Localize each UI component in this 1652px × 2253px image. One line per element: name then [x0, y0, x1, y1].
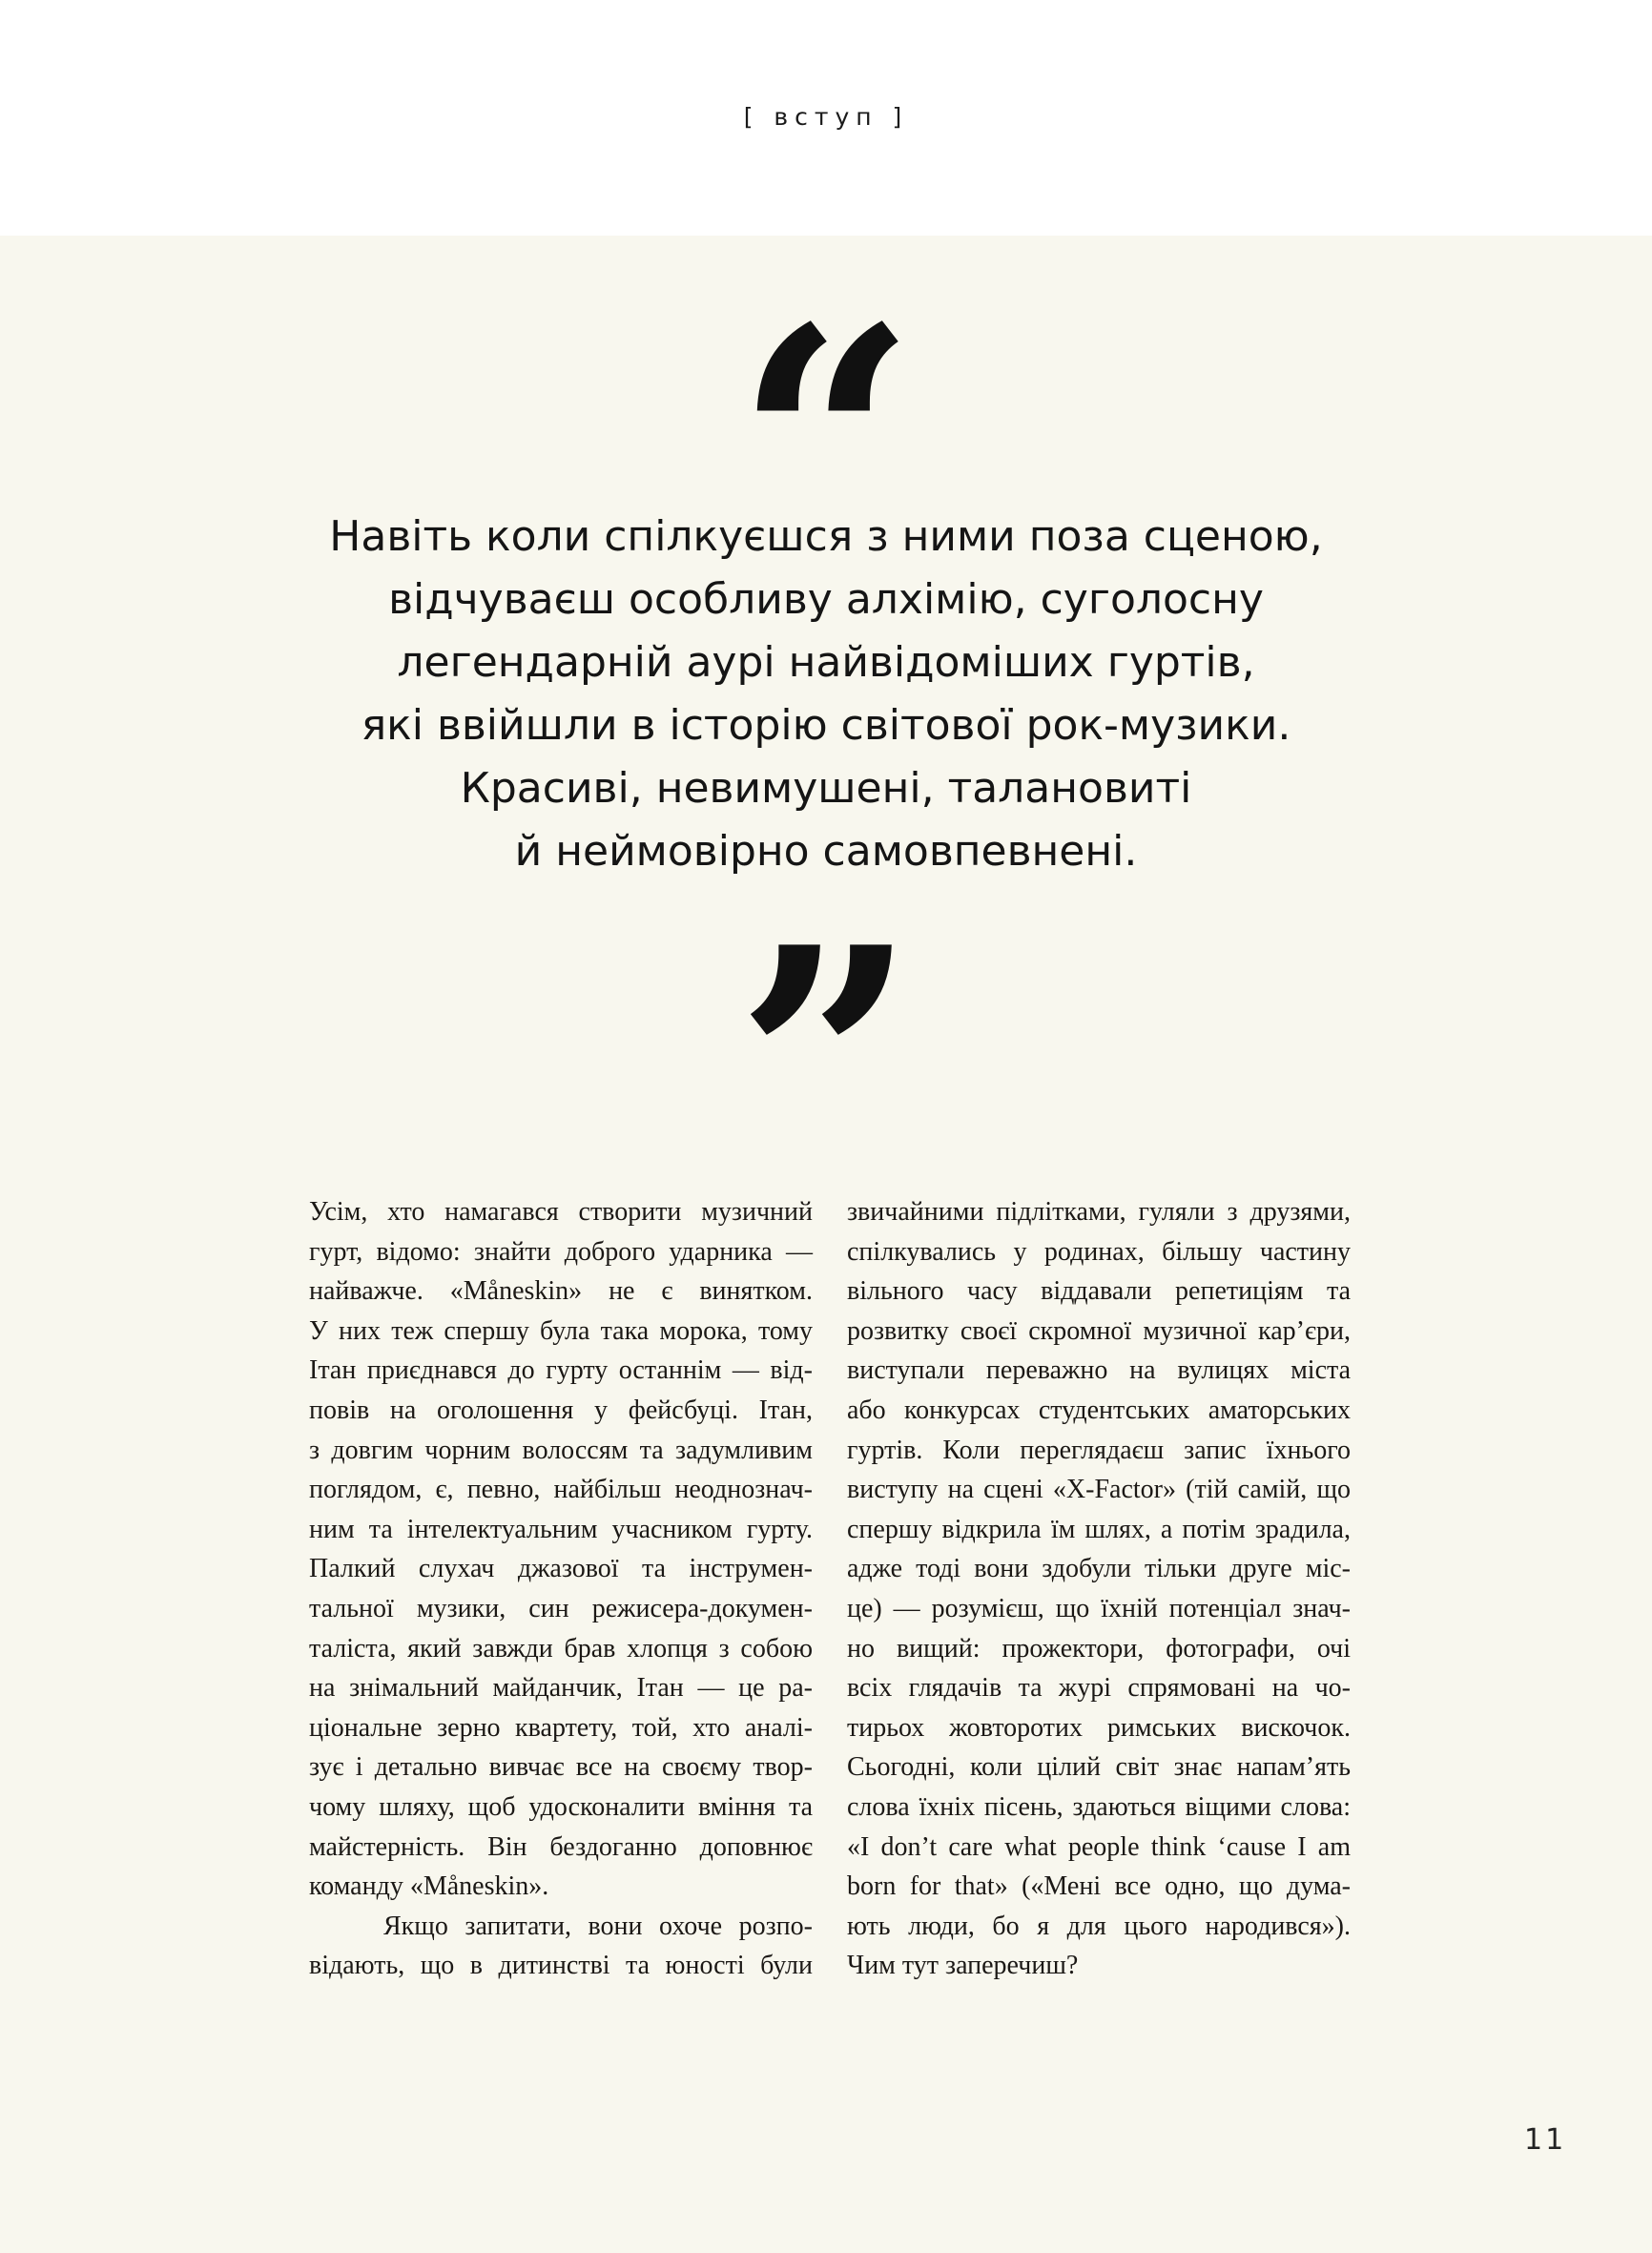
body-text-line: повів на оголошення у фейсбуці. Ітан, — [309, 1395, 813, 1425]
body-text-line: майстерність. Він бездоганно доповнює — [309, 1831, 813, 1862]
pull-quote-line: Красиві, невимушені, талановиті — [460, 764, 1192, 813]
pull-quote-line: відчуваєш особливу алхімію, суголосну — [388, 575, 1264, 624]
body-text-line: У них теж спершу була така морока, тому — [309, 1315, 813, 1346]
body-text-line: но вищий: прожектори, фотографи, очі — [847, 1633, 1351, 1664]
body-text-line: або конкурсах студентських аматорських — [847, 1395, 1351, 1425]
body-text-line: ціональне зерно квартету, той, хто аналі- — [309, 1712, 813, 1743]
pull-quote-line: й неймовірно самовпевнені. — [514, 827, 1138, 876]
body-column-right — [847, 1192, 1351, 1986]
body-text-line: Ітан приєднався до гурту останнім — від- — [309, 1355, 813, 1386]
body-text-line: команду «Måneskin». — [309, 1871, 549, 1902]
open-quote-mark-icon: “ — [735, 258, 917, 629]
body-text-line: поглядом, є, певно, найбільш неоднознач- — [309, 1475, 813, 1505]
body-text-line: чому шляху, щоб удосконалити вміння та — [309, 1791, 813, 1822]
pull-quote-line: Навіть коли спілкуєшся з ними поза сценою, — [329, 512, 1323, 561]
pull-quote-line: легендарній аурі найвідоміших гуртів, — [397, 638, 1255, 687]
body-text-line: Сьогодні, коли цілий світ знає напам’ять — [847, 1752, 1351, 1783]
body-text-line: таліста, який завжди брав хлопця з собою — [309, 1633, 813, 1664]
body-text-line: на знімальний майданчик, Ітан — це ра- — [309, 1673, 813, 1704]
body-text-line: зує і детально вивчає все на своєму твор- — [309, 1752, 813, 1783]
body-text-line: born for that» («Мені все одно, що дума- — [847, 1871, 1351, 1902]
body-text-line: Палкий слухач джазової та інструмен- — [309, 1554, 813, 1584]
body-text-line: виступу на сцені «X-Factor» (тій самій, що — [847, 1475, 1351, 1505]
body-text-line: Чим тут заперечиш? — [847, 1951, 1079, 1981]
page-number: 11 — [1524, 2123, 1567, 2157]
body-text-line: слова їхніх пісень, здаються віщими слова: — [847, 1791, 1351, 1822]
body-text-line: адже тоді вони здобули тільки друге міс- — [847, 1554, 1351, 1584]
body-text-line: «I don’t care what people think ‘cause I am — [847, 1831, 1351, 1862]
body-text-line: гурт, відомо: знайти доброго ударника — — [309, 1236, 813, 1267]
body-text-line: найважче. «Måneskin» не є винятком. — [309, 1276, 813, 1307]
close-quote-mark-icon: ” — [735, 878, 917, 1249]
body-text-line: вільного часу віддавали репетиціям та — [847, 1276, 1351, 1307]
body-text-line: з довгим чорним волоссям та задумливим — [309, 1435, 813, 1465]
body-text-line: ють люди, бо я для цього народився»). — [847, 1911, 1351, 1941]
body-text-line: виступали переважно на вулицях міста — [847, 1355, 1351, 1386]
body-text-line: всіх глядачів та журі спрямовані на чо- — [847, 1673, 1351, 1704]
body-text-line: відають, що в дитинстві та юності були — [309, 1951, 813, 1981]
body-text-line: Усім, хто намагався створити музичний — [309, 1197, 813, 1227]
body-text-line: це) — розумієш, що їхній потенціал знач- — [847, 1593, 1351, 1623]
body-text-line: спілкувались у родинах, більшу частину — [847, 1236, 1351, 1267]
body-text-line: Якщо запитати, вони охоче розпо- — [383, 1911, 813, 1941]
body-text-line: звичайними підлітками, гуляли з друзями, — [847, 1197, 1351, 1227]
section-label: [ вступ ] — [743, 103, 909, 131]
body-text-line: розвитку своєї скромної музичної кар’єри, — [847, 1315, 1351, 1346]
body-text-line: спершу відкрила їм шлях, а потім зрадила, — [847, 1514, 1351, 1544]
pull-quote — [206, 506, 1446, 883]
body-text-line: тирьох жовторотих римських вискочок. — [847, 1712, 1351, 1743]
body-text-line: тальної музики, син режисера-докумен- — [309, 1593, 813, 1623]
body-text-line: гуртів. Коли переглядаєш запис їхнього — [847, 1435, 1351, 1465]
pull-quote-line: які ввійшли в історію світової рок-музики. — [361, 701, 1291, 750]
body-column-left — [309, 1192, 813, 1986]
body-text-line: ним та інтелектуальним учасником гурту. — [309, 1514, 813, 1544]
